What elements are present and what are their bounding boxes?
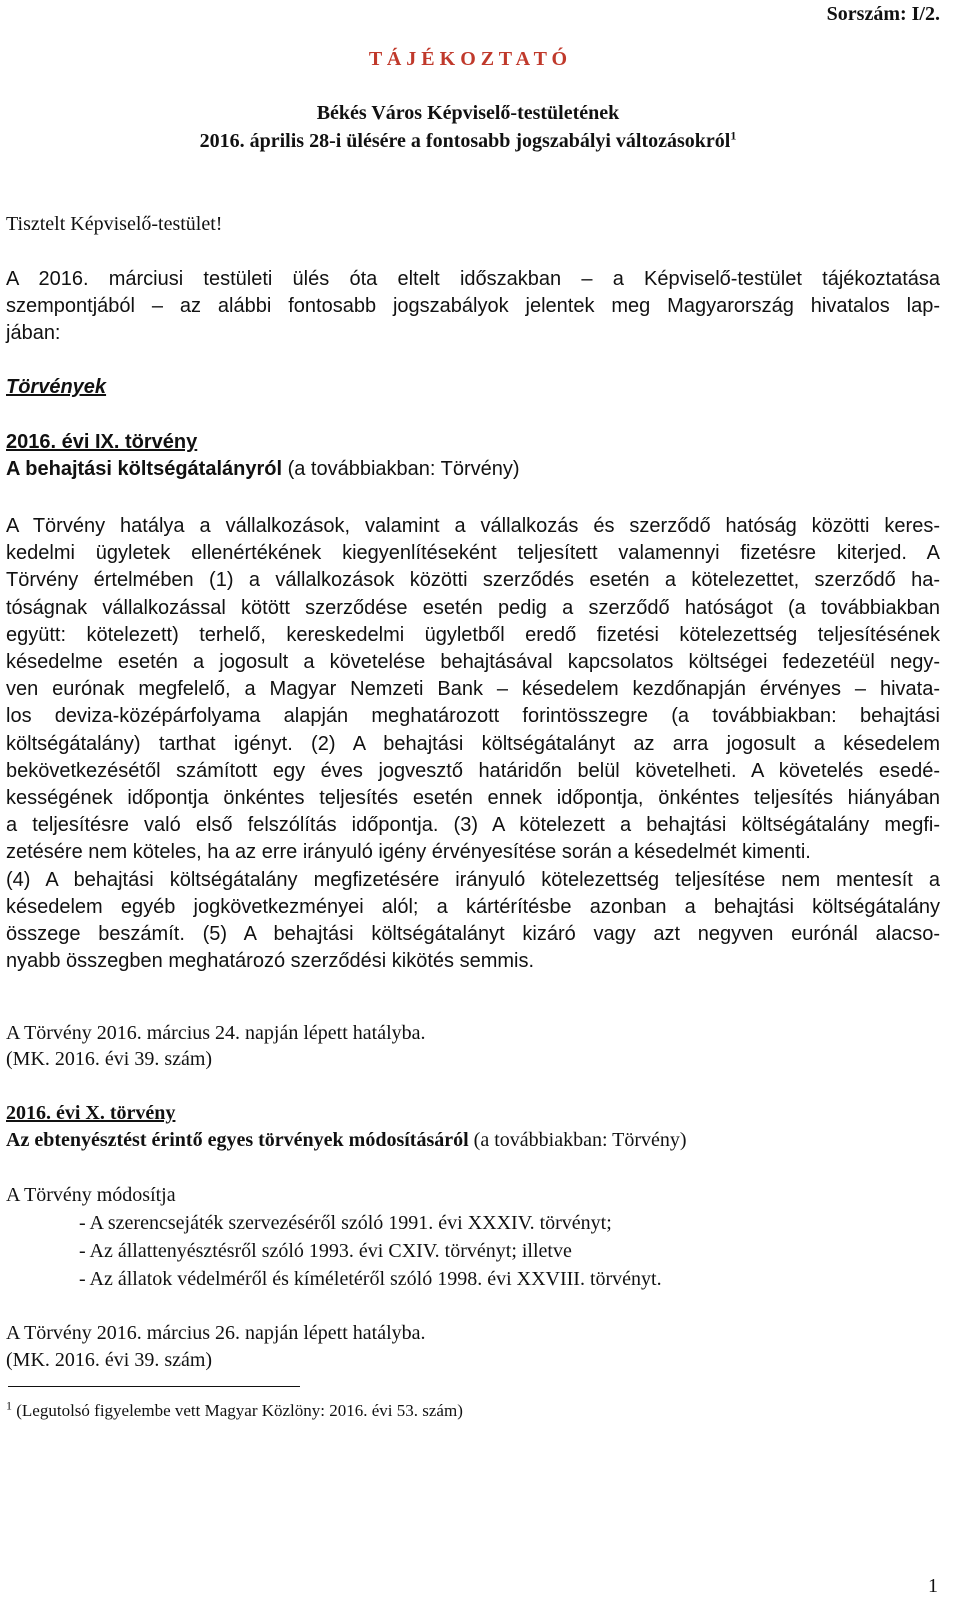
law1-body-line: kességének időpontja önkéntes teljesítés esetén ennek időpontja, önkéntes teljesítés hiányában <box>6 787 940 810</box>
subtitle-line-1: Békés Város Képviselő-testületének <box>316 102 620 124</box>
law1-title-rest: (a továbbiakban: Törvény) <box>282 458 520 480</box>
intro-line: A 2016. márciusi testületi ülés óta eltelt időszakban – a Képviselő-testület tájékoztatása <box>6 268 940 290</box>
law1-body-line: összege beszámít. (5) A behajtási költségátalányt kizáró vagy azt negyven eurónál alacso- <box>6 923 940 946</box>
intro-line: jában: <box>6 322 61 345</box>
serial-number: Sorszám: I/2. <box>826 3 940 25</box>
law1-effective-date: A Törvény 2016. március 24. napján lépett hatályba. <box>6 1022 426 1044</box>
law1-body-line: a teljesítésre való első felszólítás időpontja. (3) A kötelezett a behajtási költségátalány megfi- <box>6 814 940 837</box>
footnote-mark: 1 <box>6 1398 12 1413</box>
law1-body-line: (4) A behajtási költségátalány megfizetésére irányuló kötelezettség teljesítése nem mentesít a <box>6 868 940 891</box>
modified-law-item: - A szerencsejáték szervezéséről szóló 1991. évi XXXIV. törvényt; <box>79 1212 612 1234</box>
law1-body-line: los deviza-középárfolyama alapján meghatározott forintösszegre (a továbbiakban: behajtási <box>6 705 940 728</box>
law2-modifies-intro: A Törvény módosítja <box>6 1184 176 1206</box>
law1-body <box>6 513 940 975</box>
law2-title <box>6 1129 687 1152</box>
law2-title-rest: (a továbbiakban: Törvény) <box>468 1129 687 1151</box>
law1-body-line: zetésére nem köteles, ha az erre irányuló igény érvényesítése során a késedelmét kimenti. <box>6 841 811 864</box>
footnote <box>6 1398 463 1421</box>
law1-body-line: ven eurónak megfelelő, a Magyar Nemzeti Bank – késedelem kezdőnapján érvényes – hivata- <box>6 678 940 701</box>
page-number: 1 <box>928 1575 938 1597</box>
modified-law-item: - Az állatok védelméről és kíméletéről szóló 1998. évi XXVIII. törvényt. <box>79 1268 662 1290</box>
law1-body-line: kedelmi ügyletek ellenértékének kiegyenlítéseként teljesített valamennyi fizetésre kiterjed. A <box>6 542 940 565</box>
modified-law-item: - Az állattenyésztésről szóló 1993. évi CXIV. törvényt; illetve <box>79 1240 572 1262</box>
subtitle-text: 2016. április 28-i ülésére a fontosabb jogszabályi változásokról <box>199 130 731 152</box>
intro-paragraph <box>6 266 940 348</box>
intro-line: szempontjából – az alábbi fontosabb jogszabályok jelentek meg Magyarország hivatalos lap- <box>6 295 940 318</box>
law1-source: (MK. 2016. évi 39. szám) <box>6 1048 213 1070</box>
law1-body-line: tóságnak vállalkozással kötött szerződése esetén pedig a szerződő hatóságot (a továbbiakban <box>6 596 940 619</box>
footnote-reference: 1 <box>730 128 737 143</box>
law1-body-line: késedelme esetén a jogosult a követelése behajtásával kapcsolatos költségei fedezetéül negy- <box>6 651 940 674</box>
subtitle-line-2 <box>0 130 936 153</box>
section-heading-laws: Törvények <box>6 376 107 398</box>
law1-body-line: költségátalány) tarthat igényt. (2) A behajtási költségátalányt az arra jogosult a késedelem <box>6 732 940 755</box>
law2-title-bold: Az ebtenyésztést érintő egyes törvények módosításáról <box>6 1129 469 1151</box>
law2-source: (MK. 2016. évi 39. szám) <box>6 1349 213 1371</box>
law2-effective-date: A Törvény 2016. március 26. napján lépett hatályba. <box>6 1322 426 1344</box>
law1-body-line: késedelem egyéb jogkövetkezményei alól; a kártérítésbe azonban a behajtási költségátalány <box>6 895 940 918</box>
law1-title-bold: A behajtási költségátalányról <box>6 458 283 480</box>
law1-body-line: nyabb összegben meghatározó szerződési kikötés semmis. <box>6 950 535 973</box>
law1-body-line: A Törvény hatálya a vállalkozások, valamint a vállalkozás és szerződő hatóság közötti keres- <box>6 515 940 537</box>
law1-title <box>6 458 520 481</box>
footnote-separator <box>8 1386 300 1387</box>
law1-body-line: együtt: kötelezett) terhelő, kereskedelmi ügyletből eredő fizetési kötelezettség teljesítésének <box>6 623 940 646</box>
greeting: Tisztelt Képviselő-testület! <box>6 213 223 235</box>
law1-body-line: bekövetkezésétől számított egy éves jogvesztő határidőn belül követelheti. A követelés esedé- <box>6 759 940 782</box>
document-title: T Á J É K O Z T A T Ó <box>368 48 568 70</box>
law1-number: 2016. évi IX. törvény <box>6 431 198 453</box>
law2-number: 2016. évi X. törvény <box>6 1102 176 1124</box>
footnote-text: (Legutolsó figyelembe vett Magyar Közlöny: 2016. évi 53. szám) <box>16 1401 463 1420</box>
law1-body-line: Törvény értelmében (1) a vállalkozások közötti szerződés esetén a kötelezettet, szerződő ha- <box>6 569 940 592</box>
